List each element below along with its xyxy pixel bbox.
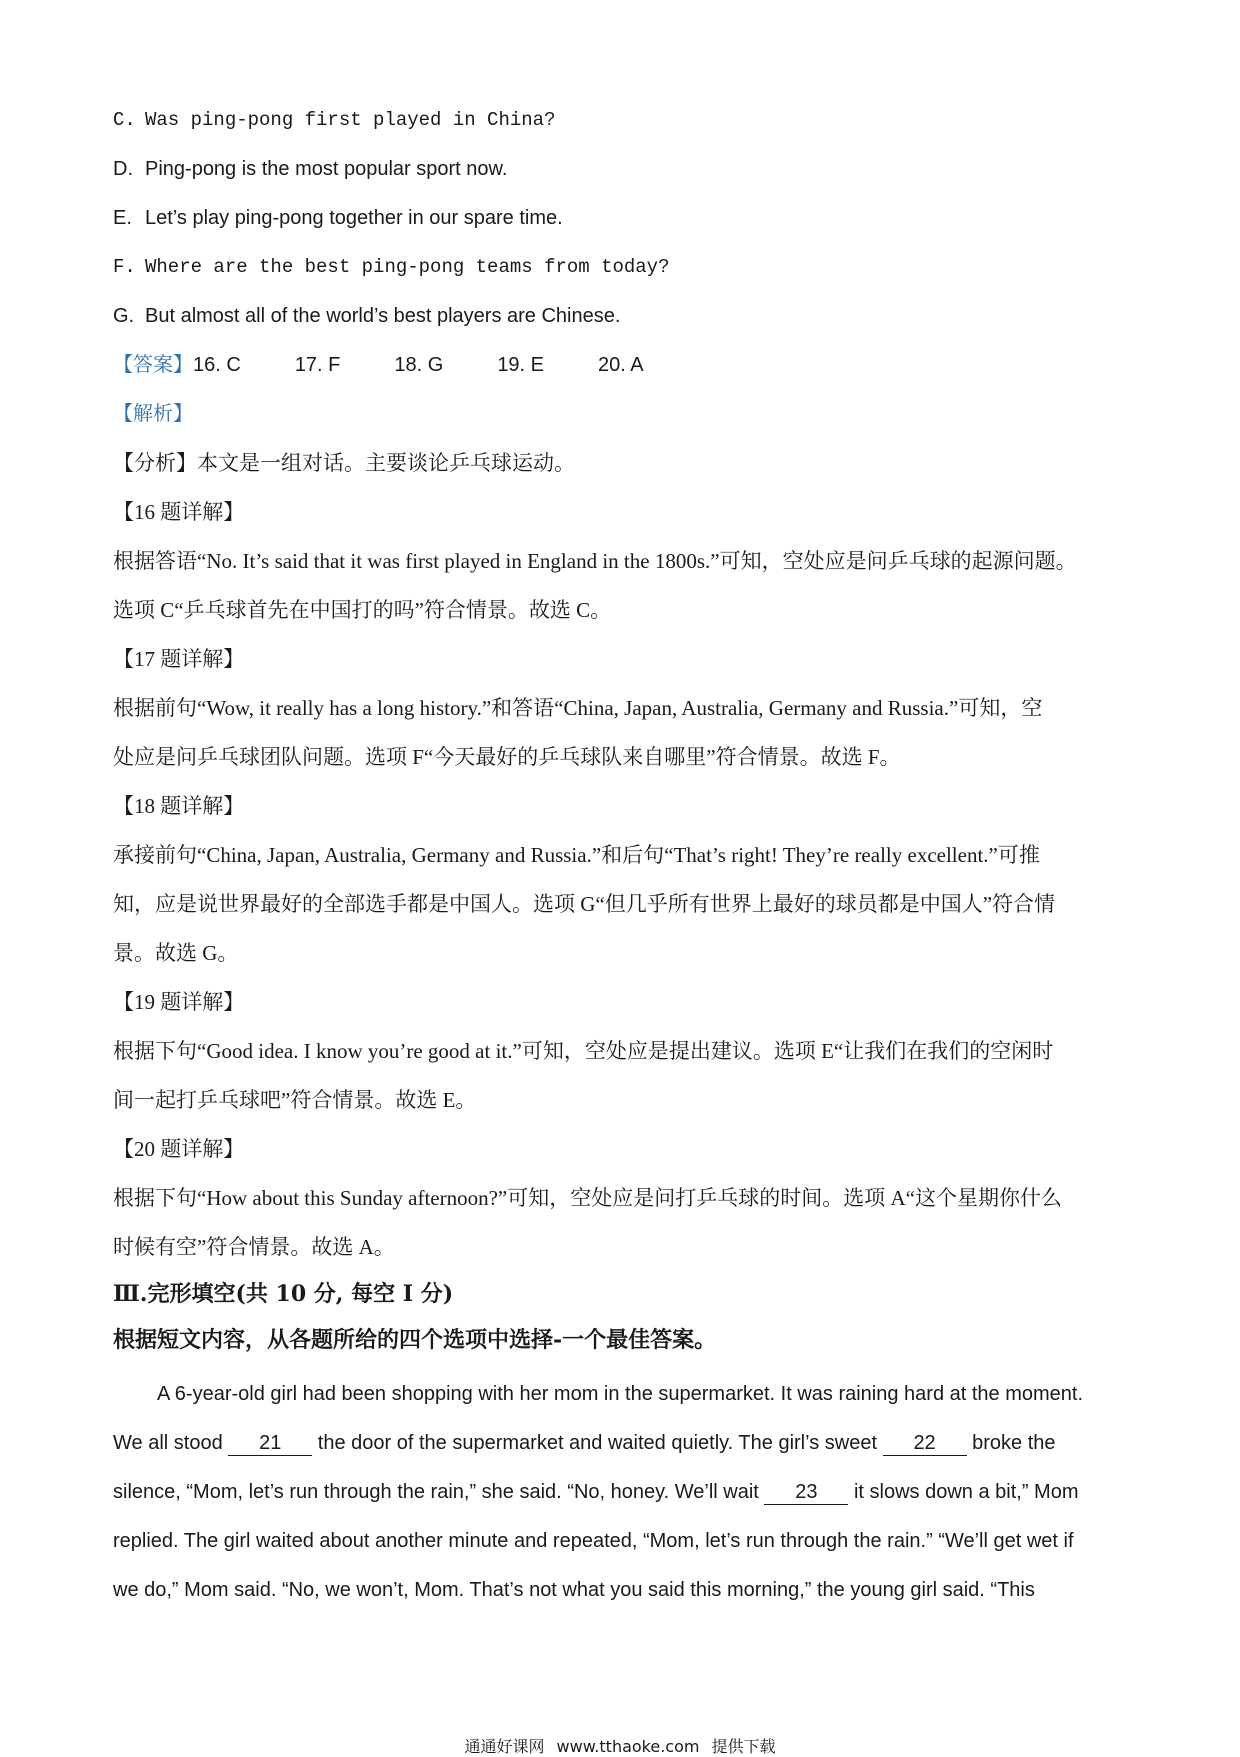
passage-text: the door of the supermarket and waited quietly. The girl’s sweet	[312, 1432, 883, 1454]
passage-line	[113, 1429, 1056, 1457]
detail-heading-17: 【17 题详解】	[113, 647, 245, 671]
option-c	[113, 106, 555, 134]
detail-text: 根据下句“Good idea. I know you’re good at it.”可知，空处应是提出建议。选项 E“让我们在我们的空闲时	[113, 1039, 1054, 1063]
footer-site-name: 通通好课网	[464, 1737, 545, 1756]
analysis-summary: 【分析】本文是一组对话。主要谈论乒乓球运动。	[113, 451, 575, 475]
passage-line: A 6-year-old girl had been shopping with her mom in the supermarket. It was raining hard at the moment.	[157, 1383, 1084, 1405]
detail-text: 处应是问乒乓球团队问题。选项 F“今天最好的乒乓球队来自哪里”符合情景。故选 F。	[113, 745, 901, 769]
detail-heading-16: 【16 题详解】	[113, 500, 245, 524]
passage-line: replied. The girl waited about another minute and repeated, “Mom, let’s run through the rain.” “We’ll get wet if	[113, 1530, 1074, 1552]
answer-item: 18. G	[394, 354, 444, 376]
footer-url[interactable]: www.tthaoke.com	[556, 1737, 700, 1756]
option-text: Was ping-pong first played in China?	[145, 109, 556, 131]
detail-text: 根据前句“Wow, it really has a long history.”和答语“China, Japan, Australia, Germany and Russia.”可知，空	[113, 696, 1043, 720]
option-label: F.	[113, 256, 136, 278]
passage-line: we do,” Mom said. “No, we won’t, Mom. That’s not what you said this morning,” the young girl said. “This	[113, 1579, 1035, 1601]
section-title: Ⅲ.完形填空(共 10 分, 每空 I 分)	[113, 1281, 454, 1307]
footer-action: 提供下载	[711, 1737, 776, 1756]
section-instruction: 根据短文内容，从各题所给的四个选项中选择-一个最佳答案。	[113, 1327, 717, 1353]
analysis-tag: 【解析】	[113, 403, 193, 425]
detail-heading-18: 【18 题详解】	[113, 794, 245, 818]
detail-text: 知，应是说世界最好的全部选手都是中国人。选项 G“但几乎所有世界上最好的球员都是中国人”符合情	[113, 892, 1056, 916]
detail-text: 根据答语“No. It’s said that it was first played in England in the 1800s.”可知，空处应是问乒乓球的起源问题。	[113, 549, 1077, 573]
answer-tag: 【答案】	[113, 354, 193, 376]
option-text: Let’s play ping-pong together in our spare time.	[145, 207, 563, 229]
passage-text: broke the	[966, 1432, 1056, 1454]
option-d	[113, 155, 507, 183]
option-label: E.	[113, 207, 132, 229]
answer-line	[113, 351, 698, 379]
option-label: G.	[113, 305, 135, 327]
option-label: C.	[113, 109, 136, 131]
answer-item: 17. F	[294, 354, 341, 376]
detail-text: 间一起打乒乓球吧”符合情景。故选 E。	[113, 1088, 477, 1112]
blank-22: 22	[883, 1431, 967, 1456]
option-text: Ping-pong is the most popular sport now.	[145, 158, 508, 180]
detail-heading-20: 【20 题详解】	[113, 1137, 245, 1161]
passage-text: silence, “Mom, let’s run through the rain,” she said. “No, honey. We’ll wait	[113, 1481, 765, 1503]
blank-23: 23	[764, 1480, 848, 1505]
option-text: But almost all of the world’s best players are Chinese.	[145, 305, 621, 327]
detail-heading-19: 【19 题详解】	[113, 990, 245, 1014]
option-g	[113, 302, 620, 330]
passage-text: We all stood	[113, 1432, 229, 1454]
detail-text: 根据下句“How about this Sunday afternoon?”可知，空处应是问打乒乓球的时间。选项 A“这个星期你什么	[113, 1186, 1062, 1210]
answer-item: 19. E	[497, 354, 545, 376]
option-f	[113, 253, 670, 281]
option-text: Where are the best ping-pong teams from today?	[145, 256, 670, 278]
blank-21: 21	[228, 1431, 312, 1456]
detail-text: 承接前句“China, Japan, Australia, Germany and Russia.”和后句“That’s right! They’re really excellent.”可推	[113, 843, 1040, 867]
passage-text: it slows down a bit,” Mom	[848, 1481, 1079, 1503]
detail-text: 时候有空”符合情景。故选 A。	[113, 1235, 395, 1259]
passage-line	[113, 1478, 1078, 1506]
option-e	[113, 204, 563, 232]
answer-item: 16. C	[193, 354, 241, 376]
detail-text: 选项 C“乒乓球首先在中国打的吗”符合情景。故选 C。	[113, 598, 612, 622]
answer-item: 20. A	[598, 354, 644, 376]
detail-text: 景。故选 G。	[113, 941, 239, 965]
option-label: D.	[113, 158, 133, 180]
